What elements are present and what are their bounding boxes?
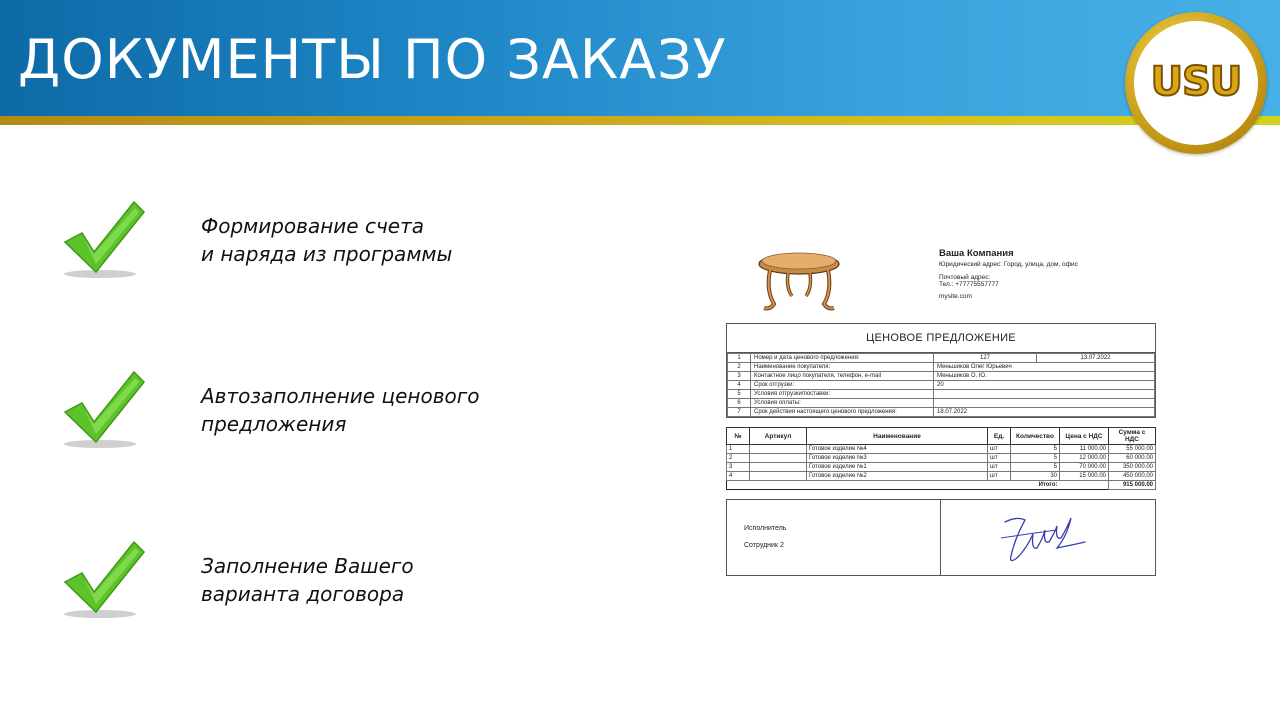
row-number: 2	[728, 363, 751, 372]
bullet-item	[60, 370, 660, 460]
row-label: Контактное лицо покупателя, телефон, e-mail	[751, 372, 934, 381]
table-row	[728, 408, 1155, 417]
item-name: Готовое изделие №2	[807, 472, 988, 481]
column-header: Количество	[1011, 428, 1060, 445]
item-sum: 55 000.00	[1109, 445, 1156, 454]
table-row	[728, 363, 1155, 372]
executor-section	[727, 500, 941, 575]
item-qty: 5	[1011, 463, 1060, 472]
item-number: 2	[727, 454, 750, 463]
item-number: 3	[727, 463, 750, 472]
column-header: Сумма с НДС	[1109, 428, 1156, 445]
bullet-text	[201, 212, 452, 268]
column-header: Артикул	[750, 428, 807, 445]
checkmark-icon	[60, 370, 152, 450]
row-value	[934, 390, 1155, 399]
item-name: Готовое изделие №4	[807, 445, 988, 454]
company-legal-address: Юридический адрес: Город, улица, дом, офис	[939, 261, 1078, 268]
item-article	[750, 463, 807, 472]
item-unit: шт	[988, 463, 1011, 472]
offer-details-table	[727, 353, 1155, 417]
header-bar	[0, 0, 1280, 118]
offer-title: ЦЕНОВОЕ ПРЕДЛОЖЕНИЕ	[727, 324, 1155, 353]
total-row	[727, 481, 1156, 490]
company-info	[939, 248, 1078, 300]
item-number: 4	[727, 472, 750, 481]
row-value: 18.07.2022	[934, 408, 1155, 417]
company-phone: Тел.: +77775557777	[939, 281, 999, 288]
row-value	[934, 399, 1155, 408]
item-qty: 30	[1011, 472, 1060, 481]
bullet-line: Автозаполнение ценового	[201, 384, 480, 408]
price-offer-document	[726, 240, 1156, 580]
executor-label: Исполнитель	[744, 525, 787, 532]
company-name: Ваша Компания	[939, 248, 1014, 259]
table-row	[728, 372, 1155, 381]
checkmark-icon	[60, 540, 152, 620]
page-title: ДОКУМЕНТЫ ПО ЗАКАЗУ	[18, 28, 727, 91]
logo-inner	[1134, 21, 1258, 145]
bullet-item	[60, 200, 660, 290]
row-number: 6	[728, 399, 751, 408]
item-unit: шт	[988, 472, 1011, 481]
item-sum: 450 000.00	[1109, 472, 1156, 481]
row-number: 4	[728, 381, 751, 390]
item-sum: 60 000.00	[1109, 454, 1156, 463]
table-header-row	[727, 428, 1156, 445]
item-price: 70 000.00	[1060, 463, 1109, 472]
row-label: Условия оплаты:	[751, 399, 934, 408]
column-header: №	[727, 428, 750, 445]
row-value: Меньшиков О. Ю.	[934, 372, 1155, 381]
table-row	[727, 445, 1156, 454]
item-number: 1	[727, 445, 750, 454]
total-value: 915 000.00	[1109, 481, 1156, 490]
item-name: Готовое изделие №3	[807, 454, 988, 463]
table-row	[728, 354, 1155, 363]
bullet-line: Заполнение Вашего	[201, 554, 414, 578]
table-row	[728, 390, 1155, 399]
row-number: 3	[728, 372, 751, 381]
signature-box	[726, 499, 1156, 576]
bullet-line: Формирование счета	[201, 214, 424, 238]
item-qty: 5	[1011, 445, 1060, 454]
item-unit: шт	[988, 454, 1011, 463]
item-qty: 5	[1011, 454, 1060, 463]
item-price: 11 000.00	[1060, 445, 1109, 454]
row-number: 5	[728, 390, 751, 399]
table-row	[728, 381, 1155, 390]
row-label: Наименование покупателя:	[751, 363, 934, 372]
bullet-line: и наряда из программы	[201, 242, 453, 266]
items-table	[726, 427, 1156, 490]
item-price: 15 000.00	[1060, 472, 1109, 481]
column-header: Наименование	[807, 428, 988, 445]
item-price: 12 000.00	[1060, 454, 1109, 463]
usu-logo	[1125, 12, 1267, 154]
logo-text: USU	[1150, 59, 1242, 105]
table-row	[727, 472, 1156, 481]
item-article	[750, 454, 807, 463]
table-row	[728, 399, 1155, 408]
row-label: Срок действия настоящего ценового предложения:	[751, 408, 934, 417]
bullet-item	[60, 540, 660, 630]
column-header: Цена с НДС	[1060, 428, 1109, 445]
row-value: Меньшиков Олег Юрьевич	[934, 363, 1155, 372]
row-number: 7	[728, 408, 751, 417]
signature-icon	[997, 508, 1087, 568]
company-postal-address: Почтовый адрес:	[939, 274, 991, 281]
checkmark-icon	[60, 200, 152, 280]
bullet-line: варианта договора	[201, 582, 405, 606]
column-header: Ед.	[988, 428, 1011, 445]
item-article	[750, 445, 807, 454]
row-label: Номер и дата ценового предложения:	[751, 354, 934, 363]
table-row	[727, 463, 1156, 472]
row-extra: 13.07.2022	[1037, 354, 1155, 363]
offer-details-box	[726, 323, 1156, 418]
total-label: Итого:	[1038, 482, 1058, 488]
row-value: 20	[934, 381, 1155, 390]
row-label: Срок отгрузки:	[751, 381, 934, 390]
item-name: Готовое изделие №1	[807, 463, 988, 472]
executor-name: Сотрудник 2	[744, 542, 784, 549]
bullet-text	[201, 552, 414, 608]
company-site: mysite.com	[939, 293, 972, 300]
total-spacer	[1060, 481, 1109, 490]
bullet-text	[201, 382, 479, 438]
row-number: 1	[728, 354, 751, 363]
item-article	[750, 472, 807, 481]
header-stripe	[0, 116, 1280, 125]
row-label: Условия отгрузки/поставки:	[751, 390, 934, 399]
row-value: 127	[934, 354, 1037, 363]
item-unit: шт	[988, 445, 1011, 454]
table-furniture-icon	[756, 246, 842, 316]
item-sum: 350 000.00	[1109, 463, 1156, 472]
table-row	[727, 454, 1156, 463]
bullet-line: предложения	[201, 412, 347, 436]
